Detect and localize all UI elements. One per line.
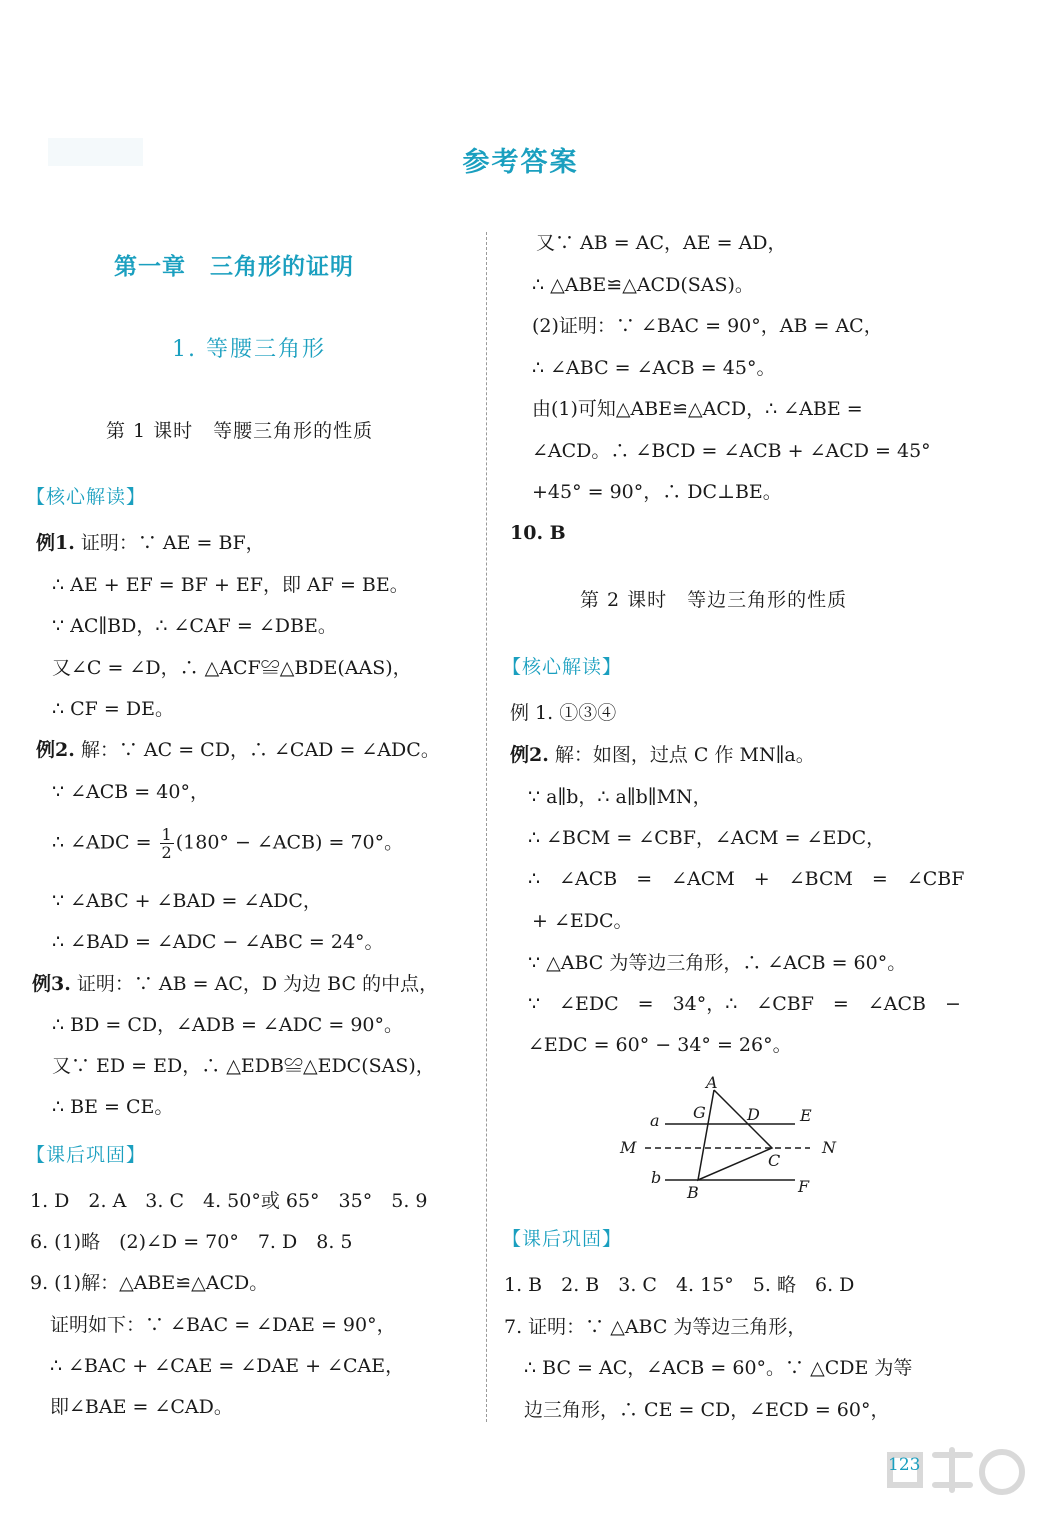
core-reading-tag: 【核心解读】 — [26, 486, 147, 508]
example-1-line: 例 1. ①③④ — [510, 702, 617, 724]
question-9-continued-line: ∴ △ABE≌△ACD(SAS)。 — [532, 274, 754, 296]
label-line-a: a — [650, 1111, 660, 1130]
question-9-continued-line: 又∵ AB = AC，AE = AD， — [536, 232, 787, 254]
example-3-line: ∴ BD = CD，∠ADB = ∠ADC = 90°。 — [52, 1014, 404, 1036]
example-2-line: 例2. 解：如图，过点 C 作 MN∥a。 — [510, 744, 815, 766]
example-2-line: ∴ ∠ACB = ∠ACM + ∠BCM = ∠CBF — [528, 868, 965, 890]
triangle-abc — [698, 1090, 772, 1180]
chapter-heading: 第一章 三角形的证明 — [114, 254, 354, 280]
example-2-line: ∵ ∠ABC + ∠BAD = ∠ADC， — [52, 890, 322, 912]
after-class-tag: 【课后巩固】 — [26, 1144, 147, 1166]
core-reading-tag: 【核心解读】 — [502, 656, 623, 678]
example-2-line: ∵ a∥b，∴ a∥b∥MN， — [528, 786, 712, 808]
label-c-point: C — [768, 1151, 781, 1170]
question-7-line: 7. 证明：∵ △ABC 为等边三角形， — [504, 1316, 807, 1338]
example-2-fraction-line: ∴ ∠ADC = $\frac{1}{2}$ (180° − ∠ACB) = 70°。 — [52, 825, 404, 862]
question-9-continued-line: +45° = 90°，∴ DC⊥BE。 — [532, 481, 782, 503]
answer-line: 1. B 2. B 3. C 4. 15° 5. 略 6. D — [504, 1274, 855, 1296]
example-3-line: 例3. 证明：∵ AB = AC，D 为边 BC 的中点， — [32, 973, 439, 995]
example-2-line: ∵ ∠ACB = 40°， — [52, 781, 209, 803]
column-divider — [486, 232, 487, 1422]
question-9-continued-line: (2)证明：∵ ∠BAC = 90°，AB = AC， — [532, 315, 883, 337]
label-e-point: E — [800, 1106, 812, 1125]
example-1-line: ∴ CF = DE。 — [52, 698, 174, 720]
question-9-line: ∴ ∠BAC + ∠CAE = ∠DAE + ∠CAE， — [50, 1355, 405, 1377]
example-2-line: ∴ ∠BAD = ∠ADC − ∠ABC = 24°。 — [52, 931, 384, 953]
page-title: 参考答案 — [462, 147, 579, 178]
label-n-point: N — [822, 1138, 836, 1157]
section-heading: 1. 等腰三角形 — [172, 337, 326, 362]
question-9-line: 即∠BAE = ∠CAD。 — [50, 1396, 233, 1418]
question-7-line: ∴ BC = AC，∠ACB = 60°。∵ △CDE 为等 — [524, 1357, 913, 1379]
example-3-line: 又∵ ED = ED，∴ △EDB≌△EDC(SAS)， — [52, 1055, 435, 1077]
example-1-line: 又∠C = ∠D，∴ △ACF≌△BDE(AAS)， — [52, 657, 412, 679]
label-a-point: A — [706, 1073, 718, 1092]
answer-line: 9. (1)解：△ABE≌△ACD。 — [30, 1272, 269, 1294]
label-line-b: b — [651, 1168, 662, 1187]
label-g-point: G — [693, 1103, 706, 1122]
example-3-line: ∴ BE = CE。 — [52, 1096, 174, 1118]
geometry-figure — [615, 1070, 845, 1205]
answer-line: 1. D 2. A 3. C 4. 50°或 65° 35° 5. 9 — [30, 1190, 428, 1212]
question-9-continued-line: ∴ ∠ABC = ∠ACB = 45°。 — [532, 357, 776, 379]
question-10-line: 10. B — [510, 522, 566, 544]
label-d-point: D — [747, 1105, 760, 1124]
example-2-line: ∠EDC = 60° − 34° = 26°。 — [528, 1034, 792, 1056]
example-1-line: ∴ AE + EF = BF + EF，即 AF = BE。 — [52, 574, 409, 596]
question-9-continued-line: ∠ACD。∴ ∠BCD = ∠ACB + ∠ACD = 45° — [532, 440, 931, 462]
label-m-point: M — [620, 1138, 637, 1157]
label-f-point: F — [798, 1177, 810, 1196]
example-1-line: 例1. 证明：∵ AE = BF， — [36, 532, 265, 554]
question-7-line: 边三角形，∴ CE = CD，∠ECD = 60°， — [524, 1399, 890, 1421]
fraction: $\frac{1}{2}$ — [161, 825, 172, 862]
label-b-point: B — [687, 1183, 699, 1202]
example-2-line: + ∠EDC。 — [532, 910, 633, 932]
example-2-line: ∴ ∠BCM = ∠CBF，∠ACM = ∠EDC， — [528, 827, 886, 849]
lesson-heading: 第 1 课时 等腰三角形的性质 — [106, 420, 374, 442]
example-2-line: ∵ △ABC 为等边三角形，∴ ∠ACB = 60°。 — [528, 952, 907, 974]
page-number: 123 — [888, 1455, 921, 1475]
lesson-heading: 第 2 课时 等边三角形的性质 — [580, 589, 848, 611]
question-9-line: 证明如下：∵ ∠BAC = ∠DAE = 90°， — [50, 1314, 396, 1336]
example-2-line: ∵ ∠EDC = 34°，∴ ∠CBF = ∠ACB − — [528, 993, 961, 1015]
example-1-line: ∵ AC∥BD，∴ ∠CAF = ∠DBE。 — [52, 615, 337, 637]
answer-line: 6. (1)略 (2)∠D = 70° 7. D 8. 5 — [30, 1231, 353, 1253]
after-class-tag: 【课后巩固】 — [502, 1228, 623, 1250]
example-2-line: 例2. 解：∵ AC = CD，∴ ∠CAD = ∠ADC。 — [36, 739, 440, 761]
watermark-logo — [880, 1440, 1030, 1530]
question-9-continued-line: 由(1)可知△ABE≌△ACD，∴ ∠ABE = — [532, 398, 863, 420]
